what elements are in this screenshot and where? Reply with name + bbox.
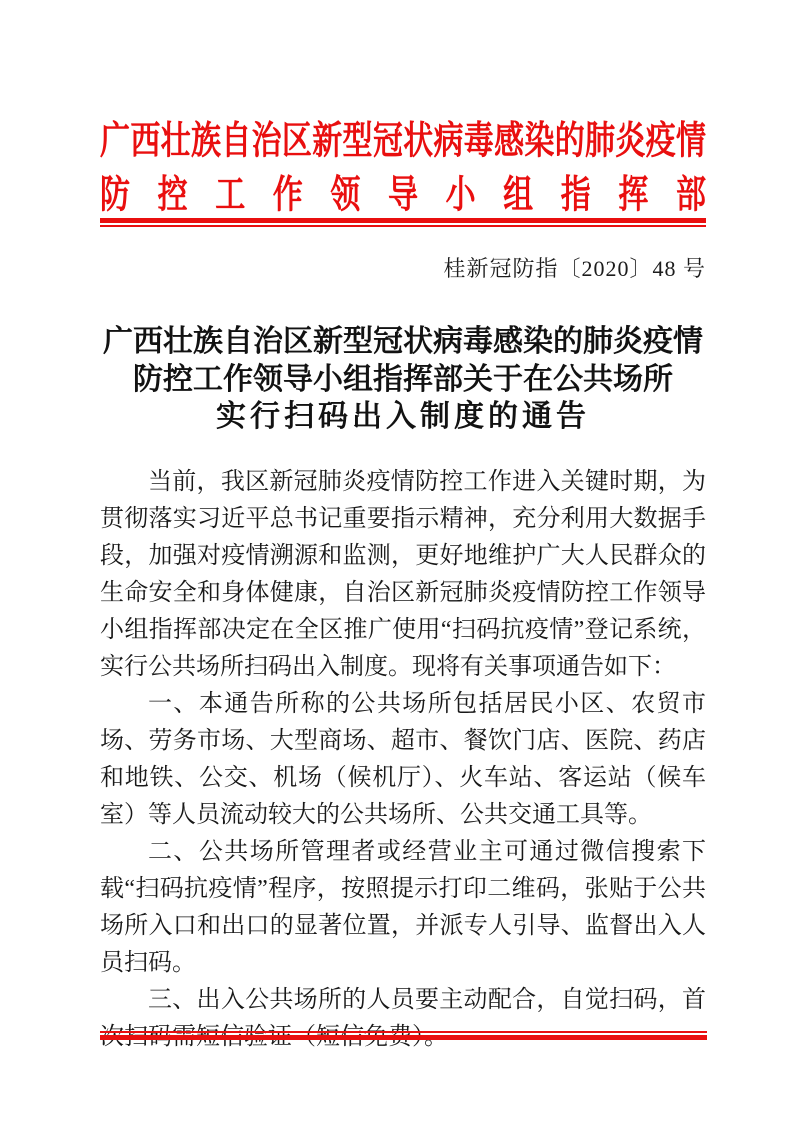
letterhead-char: 的: [554, 120, 585, 163]
body-paragraph-item-3: 三、出入公共场所的人员要主动配合，自觉扫码，首: [148, 986, 706, 1013]
letterhead-char: 新: [312, 120, 343, 163]
letterhead-char: 控: [157, 174, 188, 217]
letterhead-char: 小: [445, 174, 476, 217]
letterhead-char: 导: [387, 174, 418, 217]
letterhead-char: 工: [215, 174, 246, 217]
body-paragraph-item-1: 一、本通告所称的公共场所包括居民小区、农贸市场、劳务市场、大型商场、超市、餐饮门店、医院、药店和地铁、公交、机场（候机厅）、火车站、客运站（候车室）等人员流动较大的公共场所、公共交通工具等。: [100, 690, 706, 828]
letterhead-char: 防: [100, 174, 130, 217]
letterhead-char: 西: [130, 120, 161, 163]
letterhead-char: 肺: [585, 120, 615, 163]
letterhead-char: 病: [433, 120, 464, 163]
letterhead-char: 状: [403, 120, 434, 163]
title-line-1: 广西壮族自治区新型冠状病毒感染的肺炎疫情: [103, 325, 703, 358]
footer-separator-thick-rule: [100, 1035, 707, 1040]
letterhead-char: 型: [342, 120, 373, 163]
letterhead-char: 自: [221, 120, 252, 163]
body-paragraph-item-2: 二、公共场所管理者或经营业主可通过微信搜索下载“扫码抗疫情”程序，按照提示打印二维码，张贴于公共场所入口和出口的显著位置，并派专人引导、监督出入人员扫码。: [100, 838, 706, 976]
footer-separator-thin-rule: [100, 1031, 707, 1033]
letterhead-char: 作: [272, 174, 303, 217]
letterhead-char: 治: [251, 120, 282, 163]
letterhead: [100, 0, 706, 218]
title-line-2: 防控工作领导小组指挥部关于在公共场所: [133, 362, 673, 396]
document-title: [100, 323, 706, 436]
letterhead-char: 组: [503, 174, 534, 217]
letterhead-char: 疫: [645, 120, 676, 163]
letterhead-char: 领: [330, 174, 361, 217]
letterhead-char: 指: [560, 174, 591, 217]
letterhead-char: 部: [675, 174, 706, 217]
letterhead-char: 感: [494, 120, 525, 163]
document-number: 桂新冠防指〔2020〕48 号: [443, 256, 706, 281]
letterhead-char: 广: [100, 120, 130, 163]
document-body: [100, 464, 706, 1056]
letterhead-char: 壮: [160, 120, 191, 163]
letterhead-char: 挥: [618, 174, 649, 217]
letterhead-char: 区: [281, 120, 312, 163]
footer-separator: [100, 1031, 707, 1040]
letterhead-char: 族: [190, 120, 221, 163]
letterhead-char: 情: [675, 120, 706, 163]
letterhead-line-2: [100, 156, 706, 225]
letterhead-char: 冠: [372, 120, 403, 163]
document-content: [100, 0, 706, 1056]
body-paragraph-intro: 当前，我区新冠肺炎疫情防控工作进入关键时期，为贯彻落实习近平总书记重要指示精神，充分利用大数据手段，加强对疫情溯源和监测，更好地维护广大人民群众的生命安全和身体健康，自治区新冠肺炎疫情防控工作领导小组指挥部决定在全区推广使用“扫码抗疫情”登记系统，实行公共场所扫码出入制度。现将有关事项通告如下：: [100, 468, 706, 680]
letterhead-char: 染: [524, 120, 555, 163]
letterhead-char: 毒: [463, 120, 494, 163]
title-line-3: 实行扫码出入制度的通告: [216, 400, 590, 433]
letterhead-char: 炎: [615, 120, 646, 163]
